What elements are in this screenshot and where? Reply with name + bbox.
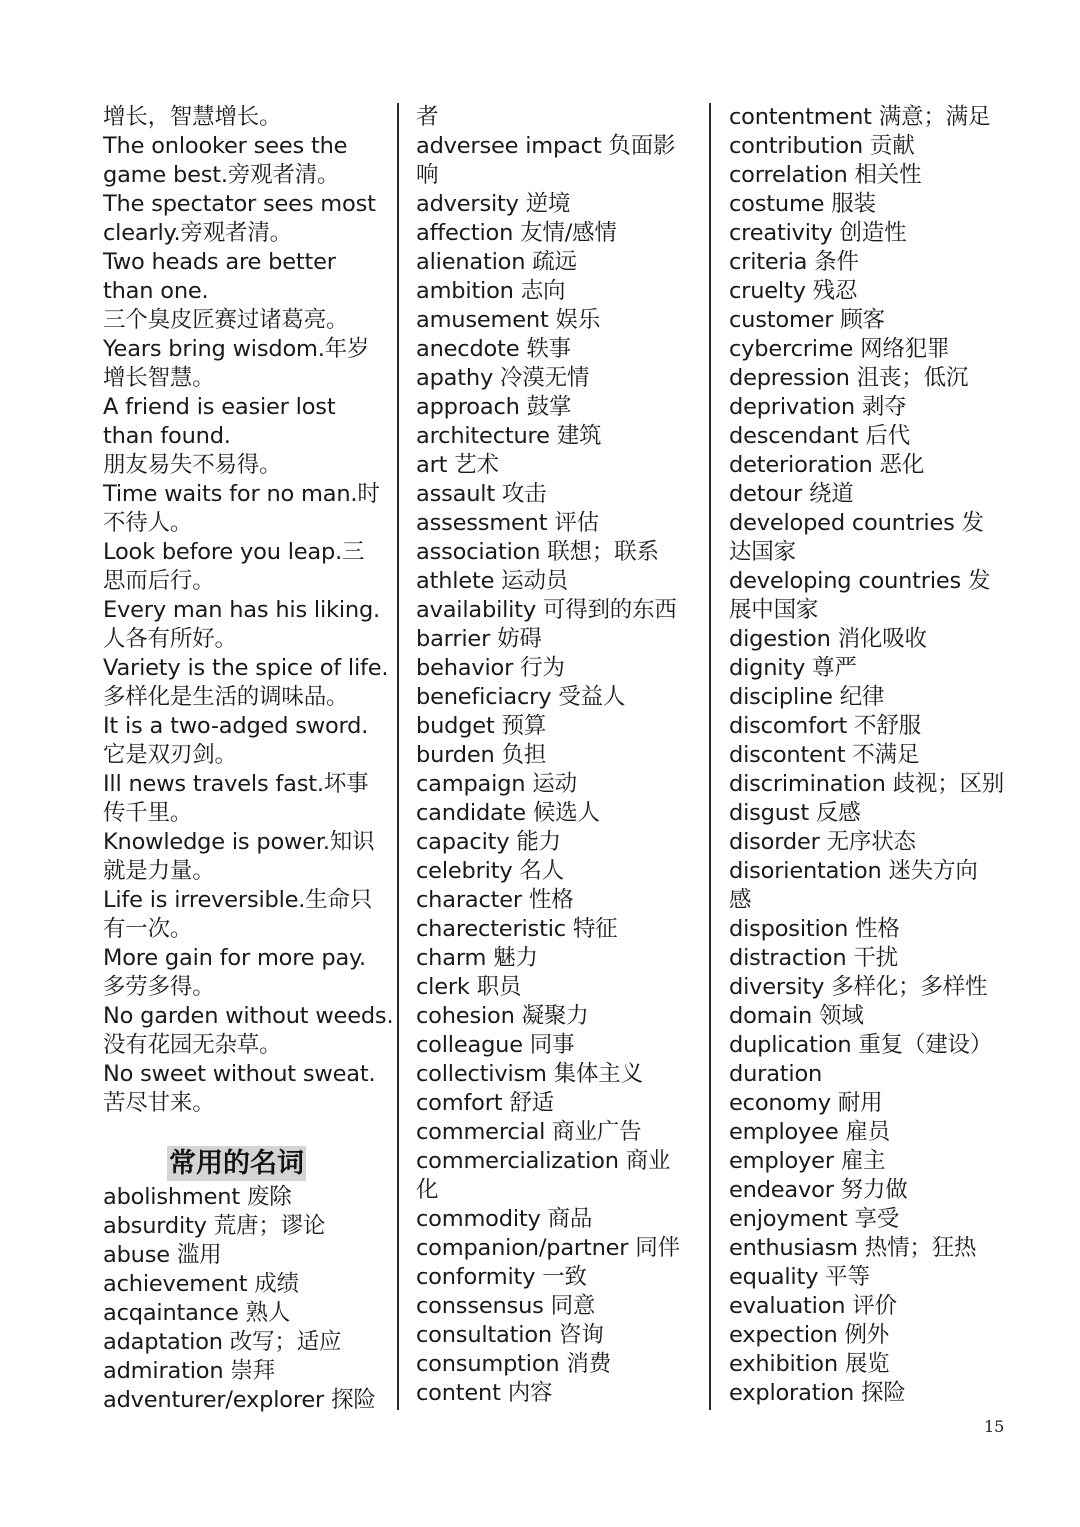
text-line: 它是双刃剑。 <box>103 742 237 768</box>
text-line: discontent 不满足 <box>729 742 920 768</box>
text-line: content 内容 <box>416 1380 553 1406</box>
text-line: behavior 行为 <box>416 655 565 681</box>
text-line: customer 顾客 <box>729 307 885 333</box>
text-line: absurdity 荒唐；谬论 <box>103 1213 326 1239</box>
text-line: enthusiasm 热情；狂热 <box>729 1235 977 1261</box>
text-line: approach 鼓掌 <box>416 394 572 420</box>
text-line: endeavor 努力做 <box>729 1177 908 1203</box>
text-line: disgust 反感 <box>729 800 861 826</box>
text-line: costume 服装 <box>729 191 876 217</box>
text-line: admiration 崇拜 <box>103 1358 275 1384</box>
text-line: 增长，智慧增长。 <box>103 104 282 130</box>
text-line: disorientation 迷失方向 <box>729 858 978 884</box>
text-line: exploration 探险 <box>729 1380 906 1406</box>
text-line: 就是力量。 <box>103 858 215 884</box>
text-line: More gain for more pay. <box>103 945 366 971</box>
text-line: charecteristic 特征 <box>416 916 618 942</box>
text-line: domain 领域 <box>729 1003 864 1029</box>
text-line: art 艺术 <box>416 452 499 478</box>
text-line: No garden without weeds. <box>103 1003 394 1029</box>
text-line: collectivism 集体主义 <box>416 1061 643 1087</box>
text-line: expection 例外 <box>729 1322 890 1348</box>
text-line: discrimination 歧视；区别 <box>729 771 1005 797</box>
text-line: 思而后行。 <box>103 568 215 594</box>
text-line: diversity 多样化；多样性 <box>729 974 988 1000</box>
text-line: duration <box>729 1061 823 1087</box>
text-line: budget 预算 <box>416 713 547 739</box>
text-line: 苦尽甘来。 <box>103 1090 215 1116</box>
text-line: commercialization 商业 <box>416 1148 671 1174</box>
text-line: A friend is easier lost <box>103 394 336 420</box>
text-line: No sweet without sweat. <box>103 1061 376 1087</box>
text-line: conssensus 同意 <box>416 1293 596 1319</box>
text-line: contribution 贡献 <box>729 133 915 159</box>
text-line: It is a two-adged sword. <box>103 713 369 739</box>
text-line: association 联想；联系 <box>416 539 659 565</box>
text-line: descendant 后代 <box>729 423 911 449</box>
text-line: assault 攻击 <box>416 481 547 507</box>
text-line: burden 负担 <box>416 742 547 768</box>
text-line: assessment 评估 <box>416 510 599 536</box>
text-line: comfort 舒适 <box>416 1090 554 1116</box>
text-line: acqaintance 熟人 <box>103 1300 291 1326</box>
text-line: Two heads are better <box>103 249 336 275</box>
text-line: colleague 同事 <box>416 1032 575 1058</box>
column-3 <box>729 103 1019 1408</box>
text-line: 化 <box>416 1177 439 1203</box>
text-line: developed countries 发 <box>729 510 984 536</box>
text-line: abolishment 废除 <box>103 1184 292 1210</box>
text-line: character 性格 <box>416 887 574 913</box>
text-line: game best.旁观者清。 <box>103 162 340 188</box>
text-line: adaptation 改写；适应 <box>103 1329 342 1355</box>
text-line: anecdote 轶事 <box>416 336 571 362</box>
text-line: evaluation 评价 <box>729 1293 897 1319</box>
section-heading: 常用的名词 <box>169 1148 304 1179</box>
text-line: economy 耐用 <box>729 1090 883 1116</box>
text-line: 三个臭皮匠赛过诸葛亮。 <box>103 307 349 333</box>
text-line: 有一次。 <box>103 916 193 942</box>
text-line: disposition 性格 <box>729 916 900 942</box>
text-line: creativity 创造性 <box>729 220 907 246</box>
text-line: distraction 干扰 <box>729 945 898 971</box>
text-line: developing countries 发 <box>729 568 991 594</box>
text-line: Time waits for no man.时 <box>103 481 380 507</box>
text-line: disorder 无序状态 <box>729 829 916 855</box>
text-line: enjoyment 享受 <box>729 1206 900 1232</box>
text-line: equality 平等 <box>729 1264 870 1290</box>
text-line: than found. <box>103 423 231 449</box>
noun-list-b <box>416 103 701 1408</box>
text-line: Ill news travels fast.坏事 <box>103 771 369 797</box>
text-line: barrier 妨碍 <box>416 626 542 652</box>
text-line: exhibition 展览 <box>729 1351 890 1377</box>
text-line: campaign 运动 <box>416 771 577 797</box>
text-line: 感 <box>729 887 752 913</box>
text-line: deprivation 剥夺 <box>729 394 907 420</box>
text-line: The spectator sees most <box>103 191 376 217</box>
text-line: adventurer/explorer 探险 <box>103 1387 376 1413</box>
text-line: athlete 运动员 <box>416 568 569 594</box>
text-line: amusement 娱乐 <box>416 307 601 333</box>
text-line: Variety is the spice of life. <box>103 655 389 681</box>
text-line: discomfort 不舒服 <box>729 713 921 739</box>
column-2 <box>416 103 701 1408</box>
text-line: candidate 候选人 <box>416 800 600 826</box>
text-line: consultation 咨询 <box>416 1322 604 1348</box>
text-line: 响 <box>416 162 439 188</box>
text-line: 多样化是生活的调味品。 <box>103 684 349 710</box>
text-line: clearly.旁观者清。 <box>103 220 292 246</box>
text-line: companion/partner 同伴 <box>416 1235 680 1261</box>
text-line: Life is irreversible.生命只 <box>103 887 373 913</box>
text-line: depression 沮丧；低沉 <box>729 365 969 391</box>
section-heading-wrapper <box>103 1146 388 1183</box>
text-line: Look before you leap.三 <box>103 539 365 565</box>
text-line: commercial 商业广告 <box>416 1119 642 1145</box>
text-line: employer 雇主 <box>729 1148 886 1174</box>
text-line: charm 魅力 <box>416 945 538 971</box>
text-line: Years bring wisdom.年岁 <box>103 336 370 362</box>
text-line: correlation 相关性 <box>729 162 922 188</box>
text-line: criteria 条件 <box>729 249 859 275</box>
text-line: cruelty 残忍 <box>729 278 858 304</box>
text-line: conformity 一致 <box>416 1264 587 1290</box>
text-line: cybercrime 网络犯罪 <box>729 336 950 362</box>
text-line: discipline 纪律 <box>729 684 885 710</box>
text-line: 增长智慧。 <box>103 365 215 391</box>
noun-list-a <box>103 1183 388 1415</box>
text-line: 人各有所好。 <box>103 626 237 652</box>
text-line: achievement 成绩 <box>103 1271 299 1297</box>
text-line: duplication 重复（建设） <box>729 1032 993 1058</box>
text-line: 达国家 <box>729 539 796 565</box>
text-line: 多劳多得。 <box>103 974 215 1000</box>
text-line: ambition 志向 <box>416 278 566 304</box>
text-line: 朋友易失不易得。 <box>103 452 282 478</box>
column-1 <box>103 103 394 1415</box>
text-line: affection 友情/感情 <box>416 220 617 246</box>
noun-list-c <box>729 103 1019 1408</box>
text-line: 者 <box>416 104 439 130</box>
text-line: The onlooker sees the <box>103 133 348 159</box>
text-line: celebrity 名人 <box>416 858 564 884</box>
text-line: deterioration 恶化 <box>729 452 925 478</box>
text-line: 不待人。 <box>103 510 193 536</box>
text-line: than one. <box>103 278 209 304</box>
text-line: availability 可得到的东西 <box>416 597 677 623</box>
text-line: Knowledge is power.知识 <box>103 829 375 855</box>
text-line: alienation 疏远 <box>416 249 577 275</box>
text-line: 传千里。 <box>103 800 193 826</box>
text-line: commodity 商品 <box>416 1206 593 1232</box>
text-line: dignity 尊严 <box>729 655 857 681</box>
text-line: adversee impact 负面影 <box>416 133 676 159</box>
text-line: abuse 滥用 <box>103 1242 222 1268</box>
text-line: consumption 消费 <box>416 1351 612 1377</box>
text-line: 没有花园无杂草。 <box>103 1032 282 1058</box>
text-line: 展中国家 <box>729 597 819 623</box>
text-line: cohesion 凝聚力 <box>416 1003 589 1029</box>
text-line: detour 绕道 <box>729 481 854 507</box>
proverb-list <box>103 103 394 1118</box>
text-line: Every man has his liking. <box>103 597 380 623</box>
text-line: architecture 建筑 <box>416 423 602 449</box>
text-line: beneficiacry 受益人 <box>416 684 626 710</box>
text-line: employee 雇员 <box>729 1119 891 1145</box>
column-divider-2 <box>709 103 711 1410</box>
text-line: contentment 满意；满足 <box>729 104 991 130</box>
text-line: digestion 消化吸收 <box>729 626 927 652</box>
text-line: capacity 能力 <box>416 829 561 855</box>
text-line: apathy 冷漠无情 <box>416 365 590 391</box>
column-divider-1 <box>397 103 399 1410</box>
text-line: clerk 职员 <box>416 974 522 1000</box>
text-line: adversity 逆境 <box>416 191 571 217</box>
page-number: 15 <box>984 1417 1005 1436</box>
